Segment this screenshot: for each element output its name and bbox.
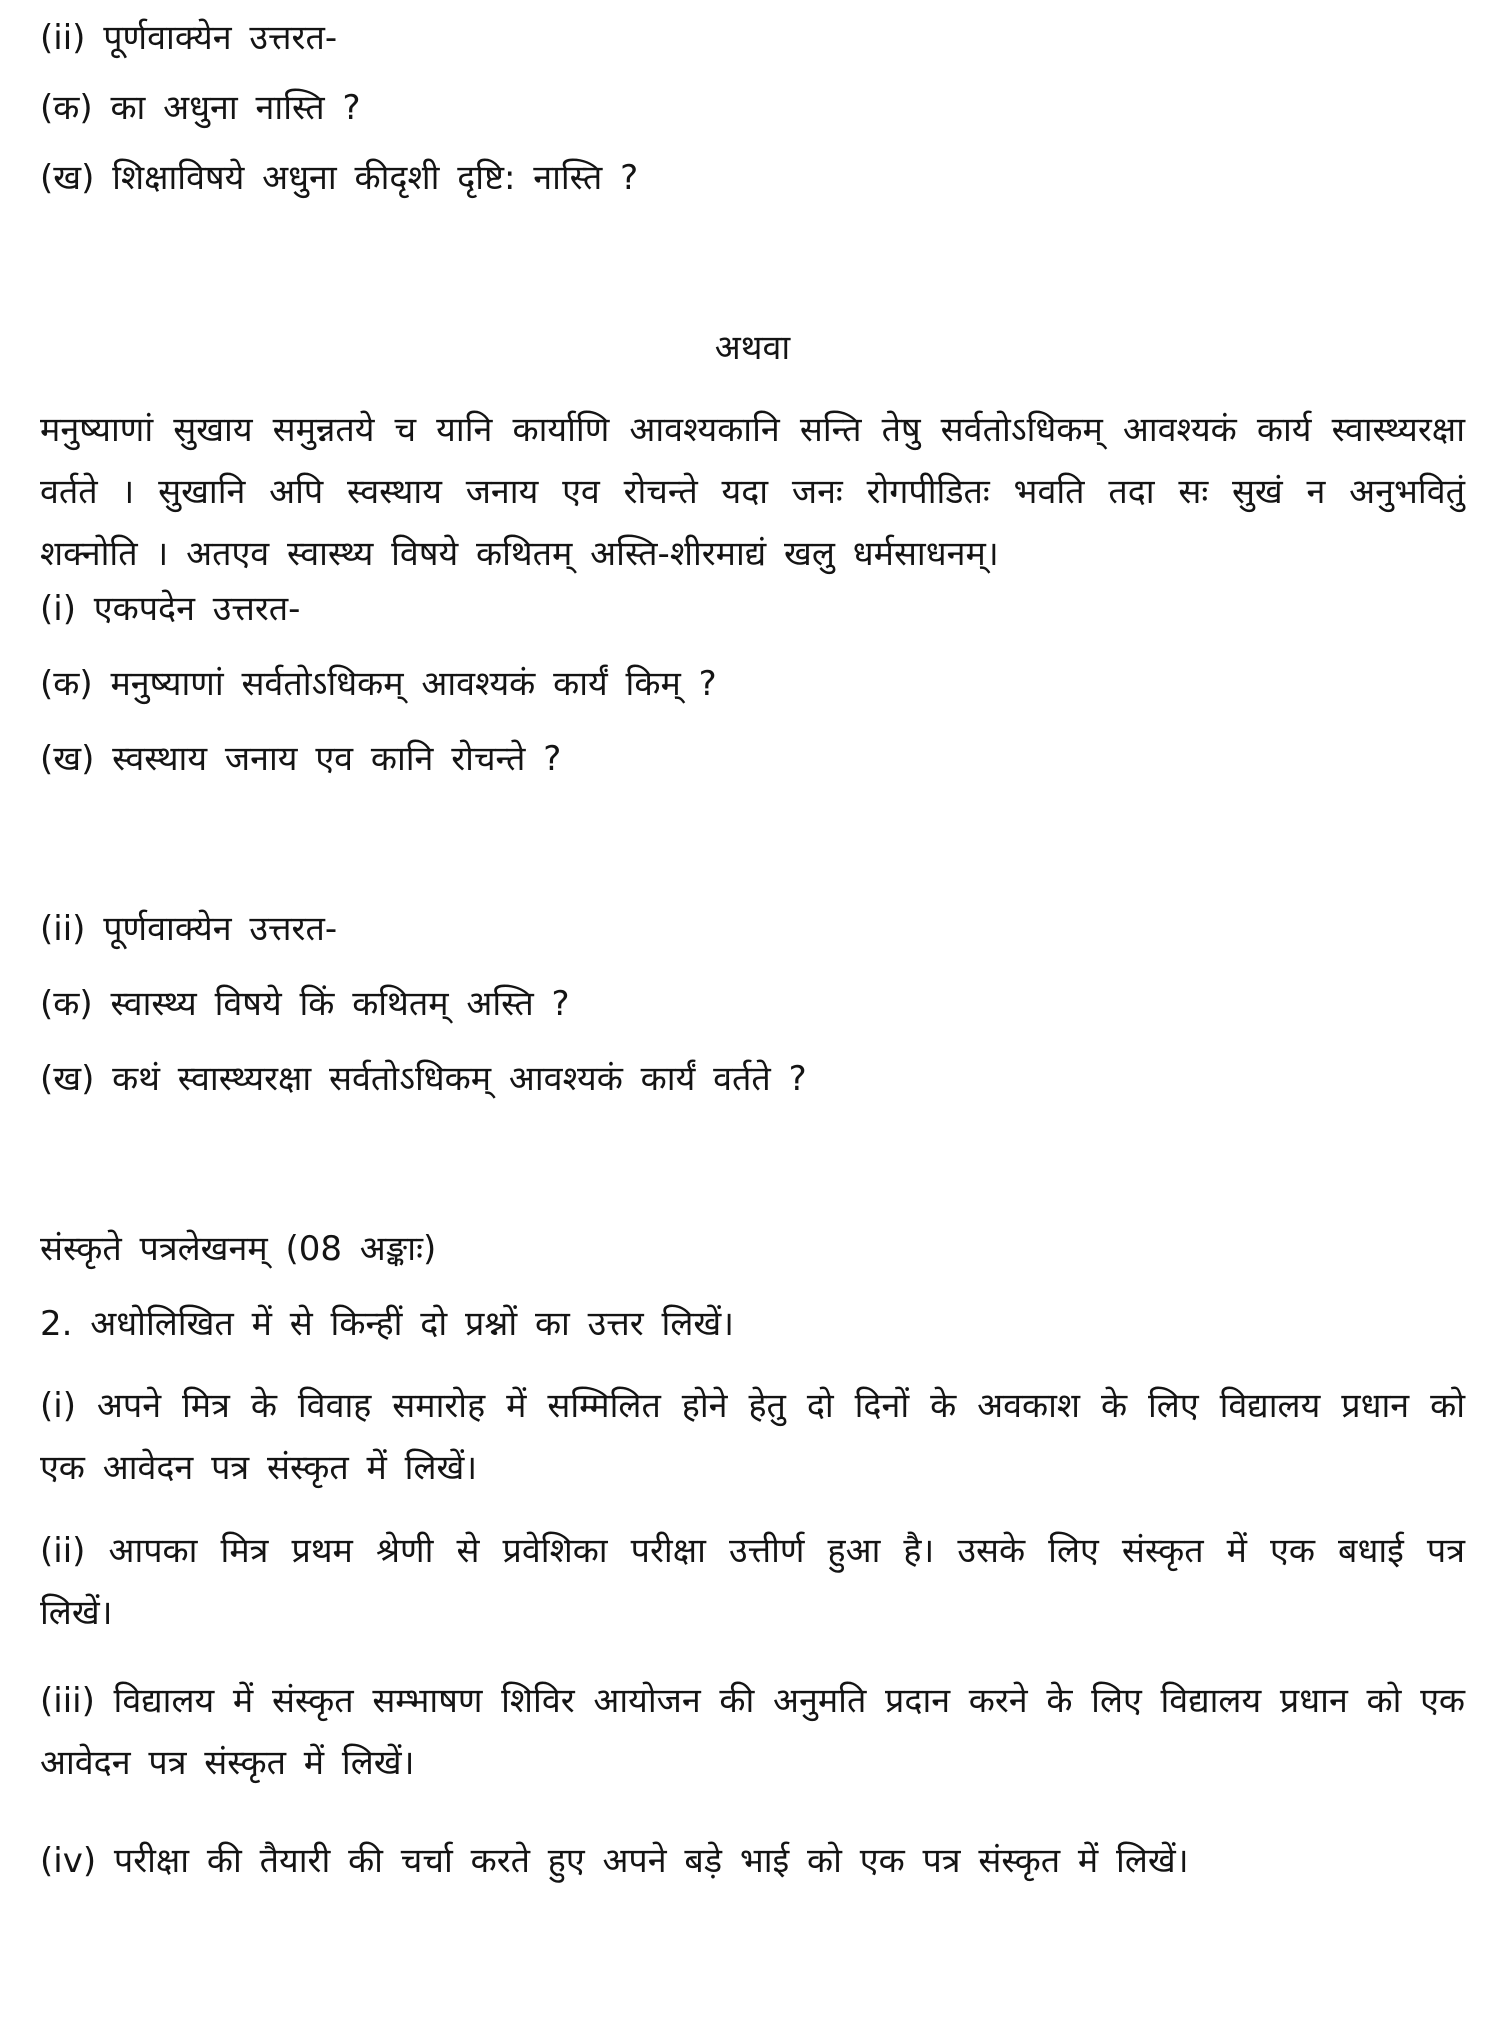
sanskrit-passage: मनुष्याणां सुखाय समुन्नतये च यानि कार्याणि आवश्यकानि सन्ति तेषु सर्वतोऽधिकम् आवश्यकं कार्य स्वास्थ्यरक्षा वर्तते । सुखानि अपि स्वस्थाय जनाय एव रोचन्ते यदा जनः रोगपीडितः भवति तदा सः सुखं न अनुभवितुं शक्नोति । अतएव स्वास्थ्य विषये कथितम् अस्ति-शीरमाद्यं खलु धर्मसाधनम्। <box>40 410 1465 574</box>
section-letter-writing <box>40 1225 1465 1892</box>
letter-writing-instruction: 2. अधोलिखित में से किन्हीं दो प्रश्नों का उत्तर लिखें। <box>40 1304 735 1344</box>
question-2-ii-a: (क) स्वास्थ्य विषये किं कथितम् अस्ति ? <box>40 984 570 1024</box>
question-1-ii-b: (ख) शिक्षाविषये अधुना कीदृशी दृष्टि: नास्ति ? <box>40 158 639 198</box>
letter-option-ii: (ii) आपका मित्र प्रथम श्रेणी से प्रवेशिका परीक्षा उत्तीर्ण हुआ है। उसके लिए संस्कृत में एक बधाई पत्र लिखें। <box>40 1531 1465 1633</box>
question-2-ii-b: (ख) कथं स्वास्थ्यरक्षा सर्वतोऽधिकम् आवश्यकं कार्यं वर्तते ? <box>40 1059 807 1099</box>
question-header-full-sentence-2: (ii) पूर्णवाक्येन उत्तरत- <box>40 909 338 949</box>
letter-option-i: (i) अपने मित्र के विवाह समारोह में सम्मिलित होने हेतु दो दिनों के अवकाश के लिए विद्यालय प्रधान को एक आवेदन पत्र संस्कृत में लिखें। <box>40 1386 1465 1488</box>
or-divider-label: अथवा <box>714 328 791 368</box>
section-alternative-passage <box>40 399 1465 1103</box>
question-header-full-sentence-1: (ii) पूर्णवाक्येन उत्तरत- <box>40 18 338 58</box>
letter-option-iii: (iii) विद्यालय में संस्कृत सम्भाषण शिविर आयोजन की अनुमति प्रदान करने के लिए विद्यालय प्रधान को एक आवेदन पत्र संस्कृत में लिखें। <box>40 1681 1465 1783</box>
question-2-i-a: (क) मनुष्याणां सर्वतोऽधिकम् आवश्यकं कार्यं किम् ? <box>40 664 717 704</box>
letter-writing-section-title: संस्कृते पत्रलेखनम् (08 अङ्काः) <box>40 1229 437 1269</box>
letter-option-iv: (iv) परीक्षा की तैयारी की चर्चा करते हुए अपने बड़े भाई को एक पत्र संस्कृत में लिखें। <box>40 1841 1189 1881</box>
question-2-i-b: (ख) स्वस्थाय जनाय एव कानि रोचन्ते ? <box>40 739 562 779</box>
question-1-ii-a: (क) का अधुना नास्ति ? <box>40 88 361 128</box>
question-header-one-word: (i) एकपदेन उत्तरत- <box>40 589 301 629</box>
section-first-passage-questions <box>40 14 1465 202</box>
